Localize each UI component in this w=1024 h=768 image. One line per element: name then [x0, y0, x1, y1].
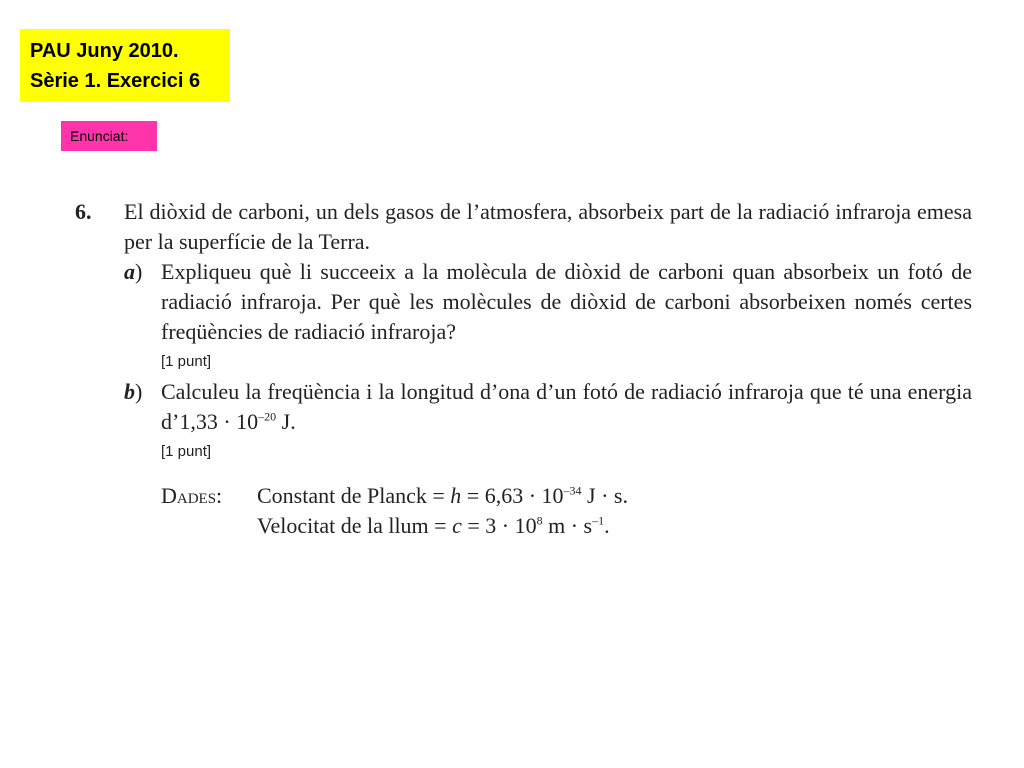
exam-title — [20, 29, 230, 102]
light-speed-label: Velocitat de la llum = — [257, 513, 453, 538]
exam-title-line2: Sèrie 1. Exercici 6 — [30, 70, 201, 92]
part-b — [124, 377, 972, 467]
question-intro: El diòxid de carboni, un dels gasos de l’atmosfera, absorbeix part de la radiació infraroja emesa per la superfície de la Terra. — [124, 199, 972, 254]
part-b-label: b) — [124, 379, 143, 404]
data-light-speed — [257, 511, 972, 541]
light-speed-exponent: 8 — [536, 513, 543, 528]
planck-unit: J · s. — [581, 483, 628, 508]
data-label: Dades: — [161, 483, 223, 508]
part-a-letter: a — [124, 259, 135, 284]
part-a-text: Expliqueu què li succeeix a la molècula de diòxid de carboni quan absorbeix un fotó de radiació infraroja. Per què les molècules de diòxid de carboni absorbeixen només certes freqüències de radiació infraroja? — [161, 259, 972, 344]
part-b-exponent: –20 — [258, 409, 277, 424]
question-number: 6. — [75, 199, 92, 224]
light-speed-unit-exponent: –1 — [592, 513, 605, 528]
data-section — [161, 481, 972, 541]
exam-title-line1: PAU Juny 2010. — [30, 40, 179, 62]
light-speed-value: = 3 · 10 — [461, 513, 537, 538]
part-b-letter: b — [124, 379, 135, 404]
planck-label: Constant de Planck = — [257, 483, 451, 508]
planck-value: = 6,63 · 10 — [461, 483, 564, 508]
part-a-score: [1 punt] — [161, 353, 212, 370]
planck-exponent: –34 — [563, 483, 582, 498]
light-speed-end: . — [604, 513, 610, 538]
part-a-label: a) — [124, 259, 143, 284]
part-b-text-main: Calculeu la freqüència i la longitud d’ona d’un fotó de radiació infraroja que té una energia d’1,33 · 10 — [161, 379, 972, 434]
question-block — [72, 197, 972, 541]
light-speed-symbol: c — [452, 513, 462, 538]
light-speed-unit: m · s — [542, 513, 593, 538]
data-planck — [257, 481, 972, 511]
part-a — [124, 257, 972, 377]
part-b-text-end: J. — [276, 409, 296, 434]
enunciat-tag: Enunciat: — [61, 121, 157, 151]
part-b-text — [161, 377, 972, 437]
part-b-score: [1 punt] — [161, 443, 212, 460]
planck-symbol: h — [450, 483, 462, 508]
